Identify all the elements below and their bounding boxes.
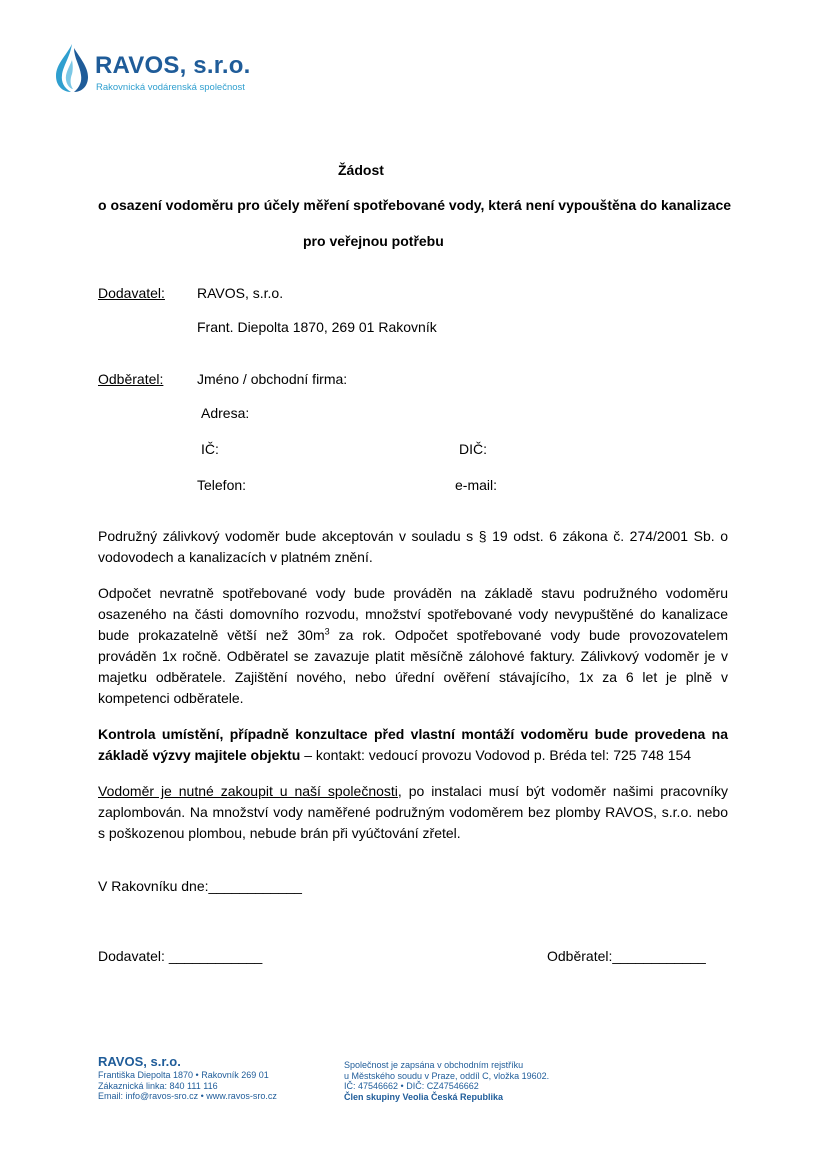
customer-email-label: e-mail: xyxy=(455,477,498,493)
paragraph-inspection-contact: – kontakt: vedoucí provozu Vodovod p. Bréda tel: 725 748 154 xyxy=(300,747,692,763)
paragraph-purchase-rest: , po instalaci musí být vodoměr našimi pracovníky zaplombován. Na množství vody naměřené podružným vodoměrem bez plomby RAVOS, s.r.o. nebo s poškozenou plombou, nebude brán při vyúčtování zřetel. xyxy=(98,783,728,841)
footer-contact: Email: info@ravos-sro.cz • www.ravos-sro.cz xyxy=(98,1091,277,1101)
document-title: Žádost xyxy=(338,162,384,178)
superscript-cubic: 3 xyxy=(324,626,330,637)
customer-label: Odběratel: xyxy=(98,371,164,387)
company-logo xyxy=(52,42,252,98)
footer-court: u Městského soudu v Praze, oddíl C, vložka 19602. xyxy=(344,1070,550,1081)
paragraph-inspection xyxy=(98,724,728,766)
supplier-label: Dodavatel: xyxy=(98,285,165,301)
customer-address-label: Adresa: xyxy=(201,405,250,421)
footer-group: Člen skupiny Veolia Česká Republika xyxy=(344,1091,504,1102)
supplier-address: Frant. Diepolta 1870, 269 01 Rakovník xyxy=(197,319,437,335)
logo-subtitle: Rakovnická vodárenská společnost xyxy=(96,82,245,93)
water-drop-icon xyxy=(52,42,92,94)
customer-phone-label: Telefon: xyxy=(197,477,247,493)
footer-ids: IČ: 47546662 • DIČ: CZ47546662 xyxy=(344,1081,479,1091)
signature-customer: Odběratel:____________ xyxy=(547,948,706,964)
paragraph-inspection-bold: Kontrola umístění, případně konzultace před vlastní montáží vodoměru bude provedena na základě výzvy majitele objektu xyxy=(98,726,728,763)
signature-supplier: Dodavatel: ____________ xyxy=(98,948,263,964)
footer-company: RAVOS, s.r.o. xyxy=(98,1054,181,1069)
paragraph-purchase-underline: Vodoměr je nutné zakoupit u naší společnosti xyxy=(98,783,398,799)
paragraph-reading-terms-part2: za rok. Odpočet spotřebované vody bude provozovatelem prováděn 1x ročně. Odběratel se zavazuje platit měsíčně zálohové faktury. Zálivkový vodoměr je v majetku odběratele. Zajištění nového, nebo úřední ověření stávajícího, 1x za 6 let je plně v kompetenci odběratele. xyxy=(98,627,728,706)
document-subtitle: o osazení vodoměru pro účely měření spotřebované vody, která není vypouštěna do kanalizace xyxy=(98,197,732,213)
paragraph-legal-basis: Podružný zálivkový vodoměr bude akceptován v souladu s § 19 odst. 6 zákona č. 274/2001 Sb. o vodovodech a kanalizacích v platném znění. xyxy=(98,528,728,565)
signature-date: V Rakovníku dne:____________ xyxy=(98,878,302,894)
customer-ic-label: IČ: xyxy=(201,441,219,457)
document-subtitle-line2: pro veřejnou potřebu xyxy=(303,233,444,249)
footer-hotline: Zákaznická linka: 840 111 116 xyxy=(98,1080,218,1091)
logo-name: RAVOS, s.r.o. xyxy=(95,52,251,79)
paragraph-reading-terms-part1: Odpočet nevratně spotřebované vody bude prováděn na základě stavu podružného vodoměru osazeného na části domovního rozvodu, množství spotřebované vody nevypuštěné do kanalizace bude prokazatelně větší než 30m xyxy=(98,585,728,643)
paragraph-reading-terms xyxy=(98,583,728,709)
supplier-name: RAVOS, s.r.o. xyxy=(197,285,284,301)
paragraph-purchase xyxy=(98,781,728,844)
footer-registry: Společnost je zapsána v obchodním rejstříku xyxy=(344,1060,524,1070)
customer-name-label: Jméno / obchodní firma: xyxy=(197,371,348,387)
footer-left xyxy=(98,1070,277,1102)
customer-dic-label: DIČ: xyxy=(459,441,487,457)
footer-right xyxy=(344,1060,549,1102)
footer-address: Františka Diepolta 1870 • Rakovník 269 01 xyxy=(98,1070,269,1080)
